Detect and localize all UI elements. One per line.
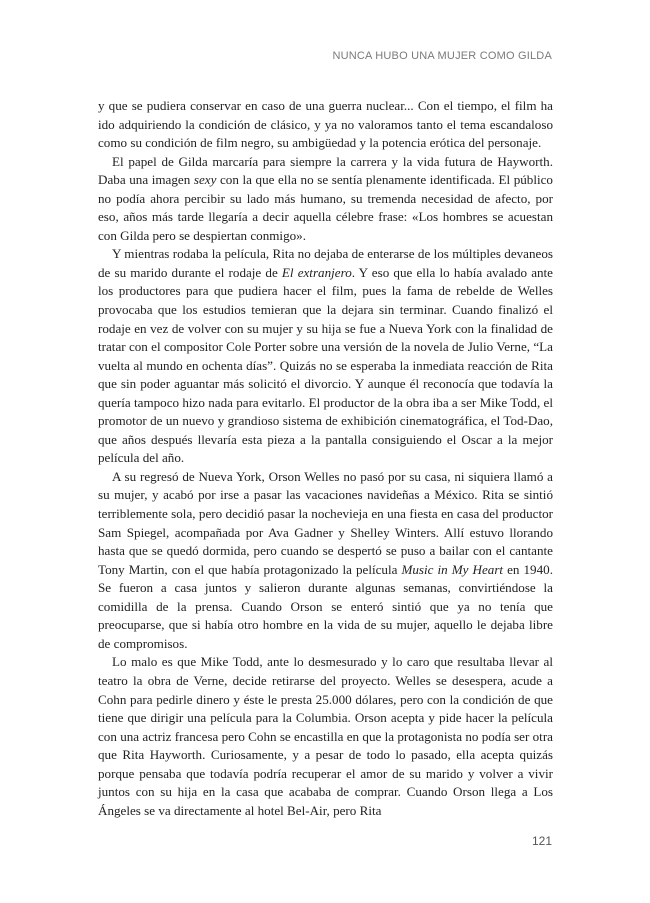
film-title: Music in My Heart	[401, 561, 504, 577]
paragraph-text: A su regresó de Nueva York, Orson Welles no pasó por su casa, ni siquiera llamó a su mujer, y acabó por irse a pasar las vacaciones navideñas a México. Rita se sintió terriblemente sola, pero decidió pasar la nochevieja en una fiesta en casa del productor Sam Spiegel, acompañada por Ava Gadner y Shelley Winters. Allí estuvo llorando hasta que se quedó dormida, pero cuando se despertó se puso a bailar con el cantante Tony Martin, con el que había protagonizado la película	[98, 468, 553, 577]
paragraph-4	[98, 468, 553, 653]
paragraph-text: y que se pudiera conservar en caso de una guerra nuclear... Con el tiempo, el film ha ido adquiriendo la condición de clásico, y ya no valoramos tanto el tema escandaloso como su condición de film negro, su ambigüedad y la potencia erótica del personaje.	[98, 98, 553, 151]
paragraph-text: en 1940. Se fueron a casa juntos y salieron durante algunas semanas, convirtiéndose la comidilla de la prensa. Cuando Orson se enteró sintió que ya no tenía que preocuparse, que si había otro hombre en la vida de su mujer, aquello le dejaba libre de compromisos.	[98, 561, 553, 651]
paragraph-5	[98, 653, 553, 820]
paragraph-text: El papel de Gilda marcaría para siempre la carrera y la vida futura de Hayworth. Daba una imagen	[98, 153, 553, 188]
page-number: 121	[531, 834, 552, 848]
italic-term: sexy	[193, 172, 217, 188]
body-text	[98, 97, 553, 820]
running-header: NUNCA HUBO UNA MUJER COMO GILDA	[332, 50, 552, 62]
paragraph-text: con la que ella no se sentía plenamente identificada. El público no podía ahora percibir su lado más humano, su tremenda necesidad de afecto, por eso, años más tarde llegaría a decir aquella célebre frase: «Los hombres se acuestan con Gilda pero se despiertan conmigo».	[98, 172, 553, 243]
paragraph-2	[98, 153, 553, 246]
paragraph-text: . Y eso que ella lo había avalado ante los productores para que pudiera hacer el film, pues la fama de rebelde de Welles provocaba que los estudios temieran que la dejara sin terminar. Cuando finalizó el rodaje en vez de volver con su mujer y su hija se fue a Nueva York con la finalidad de tratar con el compositor Cole Porter sobre una versión de la novela de Julio Verne, “La vuelta al mundo en ochenta días”. Quizás no se esperaba la inmediata reacción de Rita que sin poder aguantar más solicitó el divorcio. Y aunque él reconocía que todavía la quería tampoco hizo nada para evitarlo. El productor de la obra iba a ser Mike Todd, el promotor de un nuevo y grandioso sistema de exhibición cinematográfica, el Tod-Dao, que años después llevaría esta pieza a la pantalla consiguiendo el Oscar a la mejor película del año.	[98, 264, 553, 466]
paragraph-3	[98, 245, 553, 468]
film-title: El extranjero	[281, 264, 352, 280]
paragraph-text: Y mientras rodaba la película, Rita no dejaba de enterarse de los múltiples devaneos de su marido durante el rodaje de	[98, 246, 553, 280]
paragraph-1	[98, 97, 553, 153]
paragraph-text: Lo malo es que Mike Todd, ante lo desmesurado y lo caro que resultaba llevar al teatro la obra de Verne, decide retirarse del proyecto. Welles se desespera, acude a Cohn para pedirle dinero y éste le presta 25.000 dólares, pero con la condición de que tiene que dirigir una película para la Columbia. Orson acepta y pide hacer la película con una actriz francesa pero Cohn se encastilla en que la protagonista no podía ser otra que Rita Hayworth. Curiosamente, y a pesar de todo lo pasado, ella acepta quizás porque pensaba que todavía podría recuperar el amor de su marido y volver a vivir juntos con su hija en la casa que acababa de comprar. Cuando Orson llega a Los Ángeles se va directamente al hotel Bel-Air, pero Rita	[98, 654, 553, 818]
